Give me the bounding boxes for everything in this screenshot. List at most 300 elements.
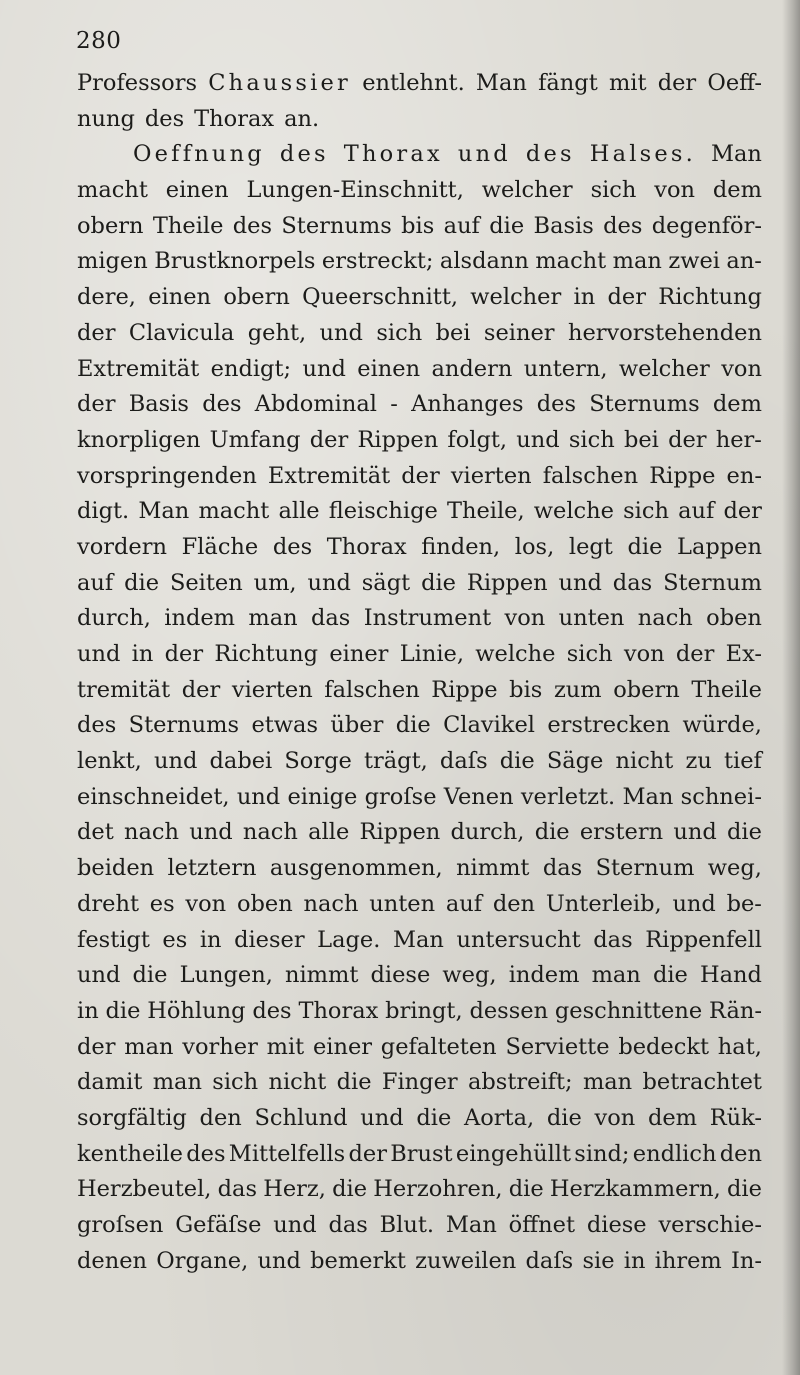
word: los,	[514, 533, 555, 560]
word: die	[652, 962, 688, 989]
word: Extremität	[77, 355, 200, 382]
word: von	[721, 355, 762, 382]
word: des	[186, 1140, 226, 1167]
word: etwas	[251, 712, 319, 739]
text-line	[77, 498, 762, 534]
word: macht	[535, 248, 607, 275]
word: Anhanges	[411, 391, 524, 418]
word: Höhlung	[147, 997, 246, 1024]
word: Seiten	[169, 569, 243, 596]
word: Thorax	[326, 533, 407, 560]
word: Brust	[390, 1140, 453, 1167]
word: Man	[445, 1212, 497, 1238]
word: von	[594, 1104, 636, 1131]
word: en-	[726, 462, 762, 489]
text-line	[77, 891, 762, 927]
text-line	[77, 284, 762, 320]
word: das	[217, 1176, 258, 1203]
word: Ex-	[725, 641, 762, 667]
word: digt.	[77, 498, 130, 525]
word: groſsen	[77, 1212, 164, 1238]
word: endlich	[632, 1140, 717, 1167]
word: oben	[236, 890, 293, 917]
word: Organe,	[156, 1247, 249, 1274]
word: festigt	[77, 926, 150, 953]
word: schnei-	[680, 783, 762, 810]
word: die	[105, 997, 141, 1024]
word: der	[77, 319, 116, 346]
word: Instrument	[363, 605, 492, 632]
word: Brustknorpels	[154, 248, 316, 275]
word: sich	[566, 641, 613, 667]
word: -	[390, 391, 398, 418]
word: der	[657, 70, 697, 96]
word: gefalteten	[380, 1033, 497, 1060]
word: einschneidet,	[77, 783, 230, 810]
text-line	[77, 712, 762, 748]
word: Venen	[443, 783, 514, 810]
word: vierten	[231, 676, 313, 703]
word: groſse	[364, 783, 437, 810]
word: weg,	[707, 855, 762, 882]
text-line	[77, 356, 762, 392]
word: der	[607, 284, 646, 311]
word: oben	[706, 605, 762, 632]
word: falschen	[542, 462, 639, 489]
word: Herz,	[263, 1176, 326, 1203]
word: und	[302, 355, 346, 382]
word: fängt	[538, 70, 598, 96]
word: beiden	[77, 855, 155, 882]
text-line	[77, 248, 762, 284]
word: den	[719, 1140, 762, 1167]
word: Halses.	[589, 141, 696, 168]
word: Rippen	[357, 426, 439, 453]
word: und	[307, 569, 351, 596]
word: und	[319, 319, 363, 346]
word: damit	[77, 1069, 143, 1096]
word: alle	[308, 819, 350, 846]
word: sind;	[574, 1140, 630, 1167]
word: und	[153, 748, 198, 775]
word: dreht	[77, 890, 140, 917]
text-line	[77, 70, 762, 106]
word: Theile,	[446, 498, 525, 525]
word: die	[332, 1176, 368, 1203]
word: indem	[508, 962, 580, 989]
word: lenkt,	[77, 748, 142, 775]
body-text	[77, 70, 762, 1283]
text-line	[77, 1034, 762, 1070]
word: sich	[568, 426, 615, 453]
word: Finger	[381, 1069, 458, 1096]
word: mit	[266, 1033, 305, 1060]
word: Professors	[77, 70, 198, 96]
word: Clavikel	[443, 712, 535, 739]
word: in	[573, 284, 596, 311]
text-line	[77, 320, 762, 356]
word: Rippe	[431, 676, 498, 703]
word: und	[673, 819, 717, 846]
word: macht	[77, 177, 148, 204]
text-line	[77, 784, 762, 820]
word: det	[77, 819, 114, 846]
word: des	[525, 141, 575, 168]
word: bringt,	[385, 997, 463, 1024]
word: bemerkt	[310, 1247, 406, 1274]
word: von	[623, 641, 665, 667]
text-line	[77, 106, 762, 142]
word: und	[672, 890, 716, 917]
word: geht,	[247, 319, 307, 346]
text-line	[77, 641, 762, 677]
word: Man	[710, 141, 762, 168]
word: zu	[685, 748, 712, 775]
word: der	[181, 676, 221, 703]
text-line	[77, 463, 762, 499]
word: daſs	[525, 1247, 574, 1274]
word: des	[272, 533, 313, 560]
word: sie	[582, 1247, 615, 1274]
word: sorgfältig	[77, 1104, 187, 1131]
word: diese	[370, 962, 431, 989]
word: migen	[77, 248, 148, 275]
word: untersucht	[456, 926, 581, 953]
word: denen	[77, 1247, 148, 1274]
word: in	[77, 997, 99, 1024]
word: Rippenfell	[645, 926, 762, 953]
word: des	[77, 712, 117, 739]
word: die	[534, 819, 570, 846]
word: sägt	[361, 569, 411, 596]
text-line	[77, 605, 762, 641]
word: endigt;	[210, 355, 292, 382]
word: welche	[475, 641, 556, 667]
word: welcher	[481, 177, 573, 204]
word: es	[149, 890, 175, 917]
word: man	[248, 605, 298, 632]
word: dieser	[234, 926, 305, 953]
word: die	[508, 1176, 544, 1203]
word: einen	[165, 177, 229, 204]
word: unten	[369, 890, 436, 917]
word: Abdominal	[254, 391, 377, 418]
word: macht	[198, 498, 270, 525]
word: nimmt	[284, 962, 359, 989]
word: Sternums	[128, 712, 240, 739]
word: Chaussier	[208, 70, 351, 96]
word: seiner	[483, 319, 555, 346]
word: der	[77, 1033, 116, 1060]
word: durch,	[450, 819, 525, 846]
word: über	[330, 712, 384, 739]
word: es	[162, 926, 188, 953]
word: folgt,	[447, 426, 508, 453]
word: des	[202, 391, 242, 418]
word: die	[421, 569, 456, 596]
word: bis	[401, 212, 435, 239]
word: Rippen	[466, 569, 548, 596]
text-line	[77, 1105, 762, 1141]
word: auf	[443, 212, 480, 239]
word: um,	[253, 569, 297, 596]
word: vordern	[77, 533, 167, 560]
word: und	[360, 1104, 404, 1131]
word: öffnet	[508, 1212, 576, 1238]
word: Clavicula	[128, 319, 235, 346]
word: obern	[613, 676, 680, 703]
word: die	[727, 1176, 762, 1203]
word: des	[603, 212, 643, 239]
text-line	[77, 177, 762, 213]
word: des	[252, 997, 292, 1024]
word: dere,	[77, 284, 136, 311]
word: Oeffnung	[133, 141, 265, 168]
word: daſs	[439, 748, 488, 775]
text-line	[77, 855, 762, 891]
word: und	[457, 141, 511, 168]
word: Lungen,	[179, 962, 273, 989]
word: Gefäſse	[175, 1212, 262, 1238]
word: bei	[435, 319, 471, 346]
word: geschnittene	[554, 997, 703, 1024]
word: erstrecken	[547, 712, 671, 739]
word: des	[279, 141, 329, 168]
word: die	[124, 569, 160, 596]
word: Serviette	[505, 1033, 610, 1060]
word: Oeff-	[707, 70, 762, 96]
word: obern	[77, 212, 144, 239]
word: alle	[278, 498, 320, 525]
word: sich	[590, 177, 637, 204]
word: einer	[329, 641, 389, 667]
word: Sternums	[589, 391, 700, 418]
word: Lungen-Einschnitt,	[246, 177, 464, 204]
word: abstreift;	[467, 1069, 573, 1096]
word: Aorta,	[463, 1104, 535, 1131]
word: nach	[124, 819, 180, 846]
word: bis	[509, 676, 543, 703]
word: Theile	[152, 212, 224, 239]
word: obern	[223, 284, 290, 311]
word: die	[726, 819, 762, 846]
word: die	[395, 712, 431, 739]
word: würde,	[682, 712, 762, 739]
word: nicht	[615, 748, 674, 775]
word: die	[499, 748, 535, 775]
word: nicht	[268, 1069, 327, 1096]
word: tremität	[77, 676, 171, 703]
word: kentheile	[77, 1140, 183, 1167]
text-line	[77, 1176, 762, 1212]
word: knorpligen	[77, 426, 201, 453]
word: weg,	[442, 962, 497, 989]
word: falschen	[324, 676, 420, 703]
word: Sorge	[284, 748, 352, 775]
word: Herzkammern,	[549, 1176, 721, 1203]
word: verletzt.	[520, 783, 616, 810]
word: sich	[376, 319, 423, 346]
word: erstreckt;	[321, 248, 434, 275]
word: ausgenommen,	[269, 855, 443, 882]
word: einer	[312, 1033, 373, 1060]
word: Blut.	[379, 1212, 435, 1238]
word: unten	[558, 605, 625, 632]
word: und	[236, 783, 281, 810]
word: andern	[431, 355, 513, 382]
word: welche	[533, 498, 614, 525]
text-line	[77, 1141, 762, 1177]
word: be-	[726, 890, 762, 917]
word: In-	[731, 1247, 762, 1274]
word: Queerschnitt,	[302, 284, 459, 311]
word: her-	[715, 426, 762, 453]
word: erstern	[579, 819, 664, 846]
text-line	[77, 819, 762, 855]
word: Herzbeutel,	[77, 1176, 212, 1203]
word: in	[623, 1247, 646, 1274]
word: Basis	[128, 391, 189, 418]
word: nimmt	[456, 855, 530, 882]
word: zum	[553, 676, 602, 703]
word: dem	[647, 1104, 697, 1131]
word: und	[189, 819, 233, 846]
word: Lage.	[317, 926, 381, 953]
word: die	[489, 212, 525, 239]
word: man	[612, 248, 662, 275]
word: der	[164, 641, 204, 667]
word: man	[582, 1069, 633, 1096]
word: von	[185, 890, 227, 917]
word: des	[536, 391, 577, 418]
word: und	[77, 962, 121, 989]
word: vierten	[450, 462, 532, 489]
word: diese	[586, 1212, 647, 1238]
text-line	[77, 1212, 762, 1248]
word: sich	[623, 498, 669, 525]
word: an.	[284, 105, 320, 132]
word: Hand	[699, 962, 762, 989]
word: und	[257, 1247, 301, 1274]
word: Linie,	[399, 641, 464, 667]
word: zwei	[668, 248, 720, 275]
word: finden,	[421, 533, 501, 560]
word: man	[152, 1069, 202, 1096]
word: verschie-	[658, 1212, 762, 1238]
word: von	[504, 605, 546, 632]
word: welcher	[618, 355, 710, 382]
word: zuweilen	[415, 1247, 517, 1274]
word: Säge	[546, 748, 604, 775]
word: hat,	[717, 1033, 762, 1060]
word: das	[328, 1212, 368, 1238]
word: der	[348, 1140, 387, 1167]
word: Fläche	[181, 533, 259, 560]
word: auf	[678, 498, 715, 525]
word: tief	[723, 748, 762, 775]
word: und	[273, 1212, 317, 1238]
word: welcher	[470, 284, 562, 311]
word: die	[416, 1104, 452, 1131]
word: trägt,	[363, 748, 428, 775]
text-line	[77, 998, 762, 1034]
word: sich	[212, 1069, 259, 1096]
text-line	[77, 427, 762, 463]
word: Rän-	[708, 997, 762, 1024]
word: Sternum	[595, 855, 695, 882]
word: Lappen	[677, 533, 762, 560]
page-edge-shadow	[782, 0, 800, 1375]
word: indem	[164, 605, 236, 632]
text-line	[77, 391, 762, 427]
word: Sternums	[281, 212, 392, 239]
word: Man	[392, 926, 444, 953]
word: Basis	[533, 212, 594, 239]
word: Schlund	[254, 1104, 348, 1131]
word: durch,	[77, 605, 151, 632]
word: die	[546, 1104, 582, 1131]
word: Thorax	[194, 105, 275, 132]
word: degenför-	[651, 212, 762, 239]
word: dem	[712, 177, 762, 204]
word: der	[675, 641, 715, 667]
text-line	[77, 1248, 762, 1284]
word: in	[199, 926, 222, 953]
word: das	[310, 605, 351, 632]
text-line	[77, 213, 762, 249]
word: den	[492, 890, 536, 917]
word: die	[627, 533, 663, 560]
word: nach	[637, 605, 693, 632]
word: der	[401, 462, 440, 489]
word: Man	[138, 498, 190, 525]
word: eingehüllt	[455, 1140, 572, 1167]
word: der	[668, 426, 707, 453]
text-line	[77, 748, 762, 784]
word: bei	[623, 426, 659, 453]
word: Extremität	[267, 462, 391, 489]
word: letztern	[167, 855, 257, 882]
text-line	[77, 570, 762, 606]
word: das	[612, 569, 653, 596]
word: Man	[475, 70, 527, 96]
word: man	[591, 962, 641, 989]
word: vorher	[182, 1033, 258, 1060]
word: dabei	[209, 748, 273, 775]
word: den	[199, 1104, 242, 1131]
word: Umfang	[209, 426, 301, 453]
word: Richtung	[658, 284, 762, 311]
word: Unterleib,	[545, 890, 662, 917]
word: Theile	[691, 676, 762, 703]
word: der	[309, 426, 349, 453]
word: und	[516, 426, 560, 453]
word: vorspringenden	[77, 462, 257, 489]
text-line	[77, 677, 762, 713]
word: einen	[357, 355, 421, 382]
word: und	[558, 569, 602, 596]
word: einige	[287, 783, 358, 810]
word: das	[593, 926, 633, 953]
text-line	[77, 927, 762, 963]
word: das	[542, 855, 583, 882]
word: fleischige	[328, 498, 438, 525]
word: die	[132, 962, 168, 989]
word: man	[124, 1033, 174, 1060]
word: Rippen	[359, 819, 441, 846]
word: einen	[148, 284, 212, 311]
word: Thorax	[298, 997, 379, 1024]
